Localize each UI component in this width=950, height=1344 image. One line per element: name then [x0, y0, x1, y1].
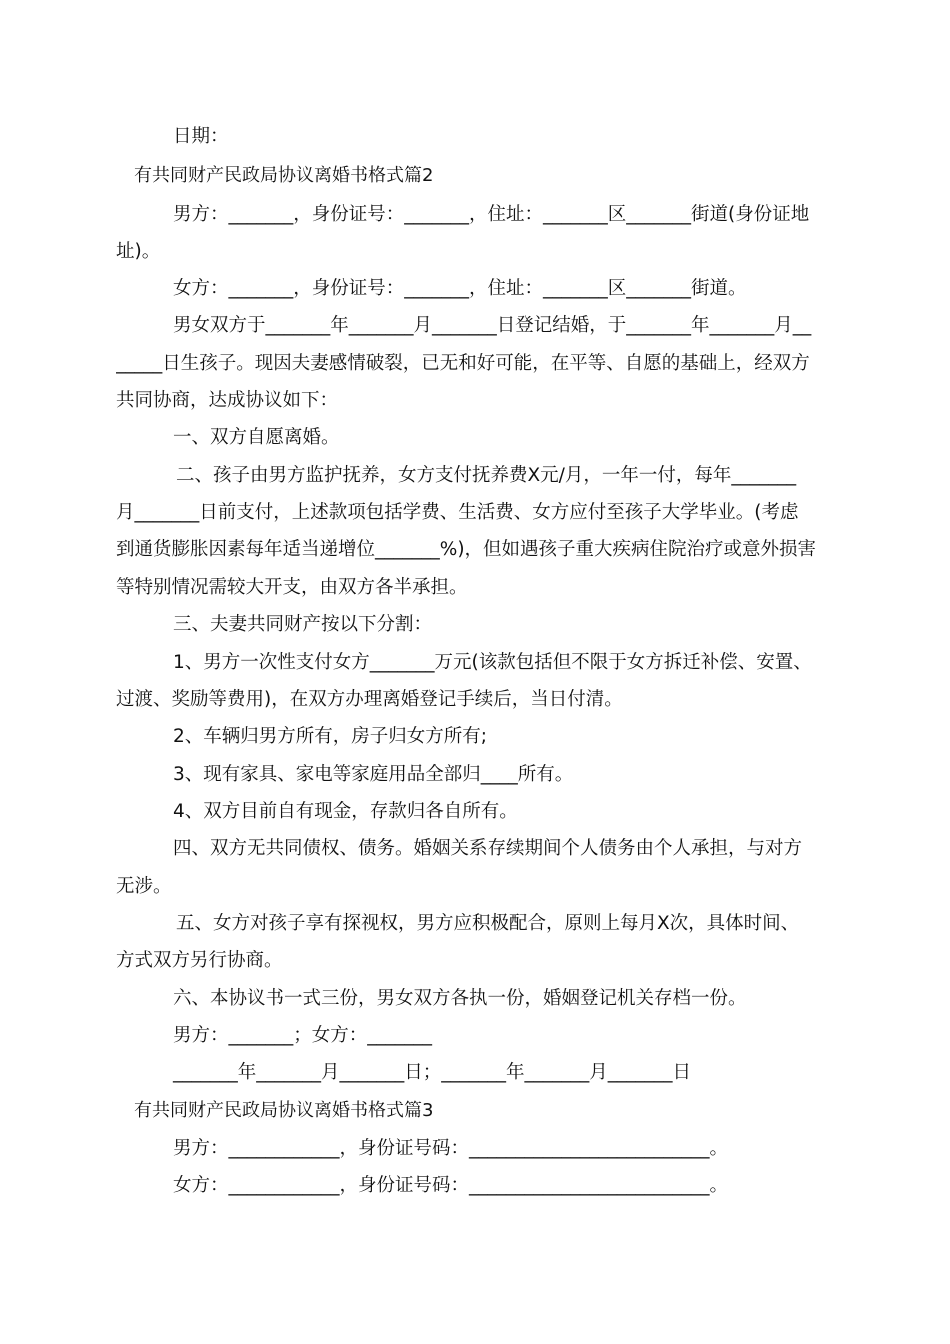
sub-item-2: 2、车辆归男方所有，房子归女方所有; [173, 726, 488, 747]
section-heading-2: 有共同财产民政局协议离婚书格式篇2 [134, 165, 434, 186]
paragraph-line: 女方：_______，身份证号：_______，住址：_______区_______街道。 [173, 278, 747, 299]
signature-line: 男方：_______；女方：_______ [173, 1025, 433, 1046]
paragraph-line: 男方：_______，身份证号：_______，住址：_______区_______街道(身份证地 [173, 204, 810, 225]
section-heading-3: 有共同财产民政局协议离婚书格式篇3 [134, 1100, 434, 1121]
clause-1: 一、双方自愿离婚。 [173, 427, 340, 448]
paragraph-line: 男女双方于_______年_______月_______日登记结婚，于_______年_______月__ [173, 315, 812, 336]
paragraph-line: 女方：____________，身份证号码：__________________________。 [173, 1175, 729, 1196]
paragraph-line: 无涉。 [116, 876, 172, 897]
sub-item-4: 4、双方目前自有现金，存款归各自所有。 [173, 801, 518, 822]
clause-3: 三、夫妻共同财产按以下分割： [173, 614, 433, 635]
paragraph-line: _____日生孩子。现因夫妻感情破裂，已无和好可能，在平等、自愿的基础上，经双方 [116, 353, 810, 374]
clause-6: 六、本协议书一式三份，男女双方各执一份，婚姻登记机关存档一份。 [173, 988, 747, 1009]
sub-item-3: 3、现有家具、家电等家庭用品全部归____所有。 [173, 764, 574, 785]
sub-item-1: 1、男方一次性支付女方_______万元(该款包括但不限于女方拆迁补偿、安置、 [173, 652, 812, 673]
paragraph-line: 共同协商，达成协议如下： [116, 390, 339, 411]
paragraph-line: 过渡、奖励等费用)，在双方办理离婚登记手续后，当日付清。 [116, 689, 623, 710]
date-line: 日期： [173, 126, 229, 147]
clause-2: 二、孩子由男方监护抚养，女方支付抚养费X元/月，一年一付，每年_______ [176, 465, 797, 486]
clause-4: 四、双方无共同债权、债务。婚姻关系存续期间个人债务由个人承担，与对方 [173, 838, 803, 859]
clause-5: 五、女方对孩子享有探视权，男方应积极配合，原则上每月X次，具体时间、 [176, 913, 800, 934]
signature-date-line: _______年_______月_______日；_______年_______月_______日 [173, 1062, 692, 1083]
paragraph-line: 址)。 [116, 241, 161, 262]
paragraph-line: 男方：____________，身份证号码：__________________________。 [173, 1138, 729, 1159]
paragraph-line: 月_______日前支付，上述款项包括学费、生活费、女方应付至孩子大学毕业。(考虑 [116, 502, 799, 523]
paragraph-line: 到通货膨胀因素每年适当递增位_______%)，但如遇孩子重大疾病住院治疗或意外损害 [116, 539, 817, 560]
paragraph-line: 等特别情况需较大开支，由双方各半承担。 [116, 577, 468, 598]
paragraph-line: 方式双方另行协商。 [116, 950, 283, 971]
